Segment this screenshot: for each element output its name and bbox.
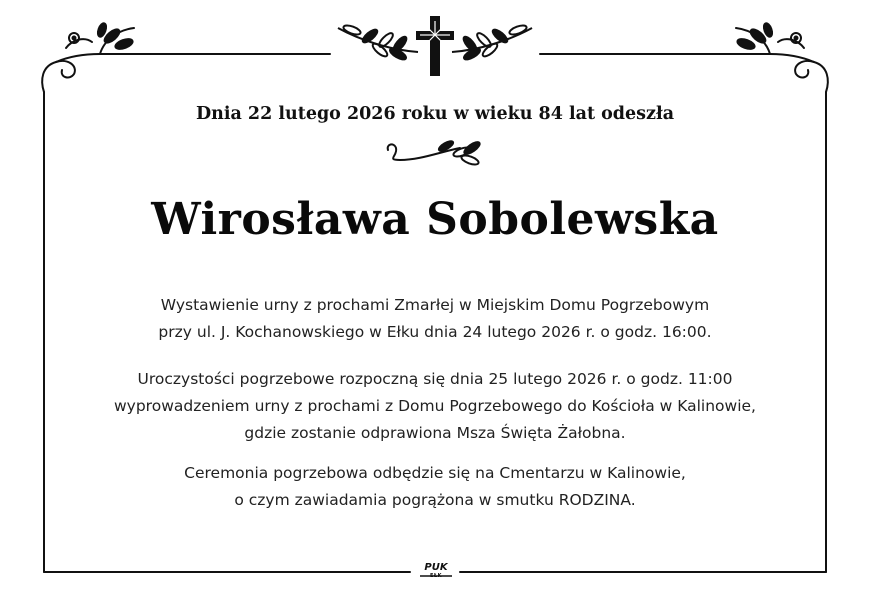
paragraph-line: gdzie zostanie odprawiona Msza Święta Żałobna.	[244, 424, 626, 442]
paragraph-line: Ceremonia pogrzebowa odbędzie się na Cmentarzu w Kalinowie,	[184, 464, 686, 482]
olive-branch-left-icon	[338, 24, 418, 62]
paragraph-line: Uroczystości pogrzebowe rozpoczną się dnia 25 lutego 2026 r. o godz. 11:00	[137, 370, 733, 388]
paragraph-line: przy ul. J. Kochanowskiego w Ełku dnia 24 lutego 2026 r. o godz. 16:00.	[158, 323, 712, 341]
death-announcement-headline: Dnia 22 lutego 2026 roku w wieku 84 lat odeszła	[195, 104, 675, 124]
corner-flourish-right-icon	[720, 22, 828, 92]
cemetery-paragraph	[0, 460, 870, 514]
cross-icon	[416, 16, 454, 76]
paragraph-line: Wystawienie urny z prochami Zmarłej w Miejskim Domu Pogrzebowym	[160, 296, 710, 314]
logo-sub-text: EŁK	[429, 573, 442, 579]
corner-flourish-left-icon	[42, 22, 150, 92]
paragraph-line: o czym zawiadamia pogrążona w smutku RODZINA.	[234, 491, 636, 509]
deceased-name: Wirosława Sobolewska	[151, 194, 719, 245]
funeral-ceremony-paragraph	[0, 366, 870, 447]
olive-branch-right-icon	[452, 24, 532, 62]
urn-exhibition-paragraph	[0, 292, 870, 346]
publisher-logo	[418, 563, 454, 579]
swirl-leaf-divider-icon	[388, 139, 482, 166]
logo-main-text: PUK	[424, 562, 448, 573]
paragraph-line: wyprowadzeniem urny z prochami z Domu Pogrzebowego do Kościoła w Kalinowie,	[113, 397, 756, 415]
